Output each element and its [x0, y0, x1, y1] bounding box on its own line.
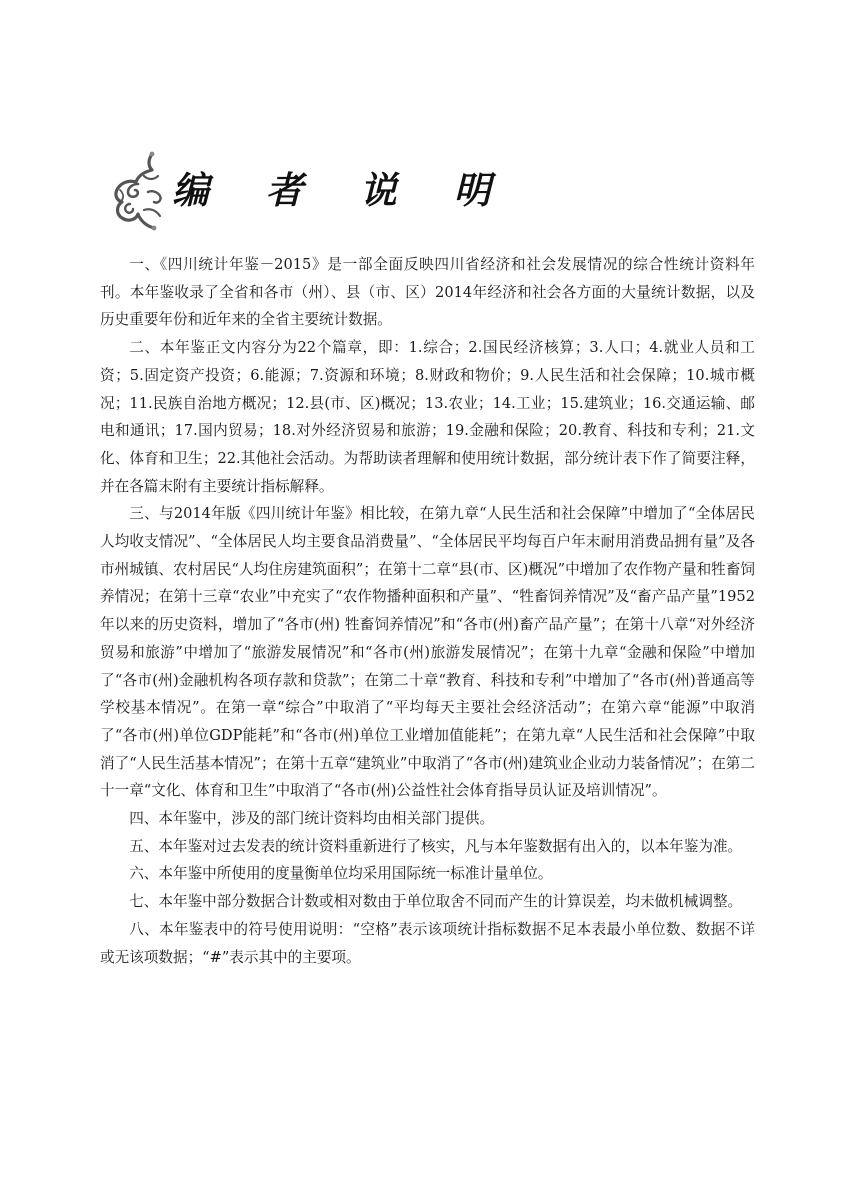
paragraph-1: 一、《四川统计年鉴－2015》是一部全面反映四川省经济和社会发展情况的综合性统计资料年刊。本年鉴收录了全省和各市（州）、县（市、区）2014年经济和社会各方面的大量统计数据，以及历史重要年份和近年来的全省主要统计数据。: [100, 256, 756, 329]
paragraph-4: 四、本年鉴中，涉及的部门统计资料均由相关部门提供。: [129, 810, 495, 828]
cloud-scroll-icon: [108, 150, 166, 232]
paragraph-2: 二、本年鉴正文内容分为22个篇章，即：1.综合；2.国民经济核算；3.人口；4.就业人员和工资；5.固定资产投资；6.能源；7.资源和环境；8.财政和物价；9.人民生活和社会保障；10.城市概况；11.民族自治地方概况；12.县(市、区)概况；13.农业；14.工业；15.建筑业；16.交通运输、邮电和通讯；17.国内贸易；18.对外经济贸易和旅游；19.金融和保险；20.教育、科技和专利；21.文化、体育和卫生；22.其他社会活动。为帮助读者理解和使用统计数据，部分统计表下作了简要注释，并在各篇末附有主要统计指标解释。: [100, 339, 755, 495]
paragraph-5: 五、本年鉴对过去发表的统计资料重新进行了核实，凡与本年鉴数据有出入的，以本年鉴为准。: [129, 837, 743, 855]
paragraph-6: 六、本年鉴中所使用的度量衡单位均采用国际统一标准计量单位。: [129, 865, 553, 883]
paragraph-3: 三、与2014年版《四川统计年鉴》相比较，在第九章“人民生活和社会保障”中增加了“全体居民人均收支情况”、“全体居民人均主要食品消费量”、“全体居民平均每百户年末耐用消费品拥有量”及各市州城镇、农村居民“人均住房建筑面积”；在第十二章“县(市、区)概况”中增加了农作物产量和牲畜饲养情况；在第十三章“农业”中充实了“农作物播种面积和产量”、“牲畜饲养情况”及“畜产品产量”1952年以来的历史资料，增加了“各市(州) 牲畜饲养情况”和“各市(州)畜产品产量”；在第十八章“对外经济贸易和旅游”中增加了“旅游发展情况”和“各市(州)旅游发展情况”；在第十九章“金融和保险”中增加了“各市(州)金融机构各项存款和贷款”；在第二十章“教育、科技和专利”中增加了“各市(州)普通高等学校基本情况”。在第一章“综合”中取消了“平均每天主要社会经济活动”；在第六章“能源”中取消了“各市(州)单位GDP能耗”和“各市(州)单位工业增加值能耗”；在第九章“人民生活和社会保障”中取消了“人民生活基本情况”；在第十五章“建筑业”中取消了“各市(州)建筑业企业动力装备情况”；在第二十一章“文化、体育和卫生”中取消了“各市(州)公益性社会体育指导员认证及培训情况”。: [100, 505, 755, 800]
document-body: [100, 251, 755, 971]
paragraph-8: 八、本年鉴表中的符号使用说明：“空格”表示该项统计指标数据不足本表最小单位数、数据不详或无该项数据；“#”表示其中的主要项。: [100, 920, 755, 966]
page-title: 编 者 说 明: [172, 168, 513, 212]
section-header: [108, 150, 513, 232]
paragraph-7: 七、本年鉴中部分数据合计数或相对数由于单位取舍不同而产生的计算误差，均未做机械调整。: [129, 893, 743, 911]
